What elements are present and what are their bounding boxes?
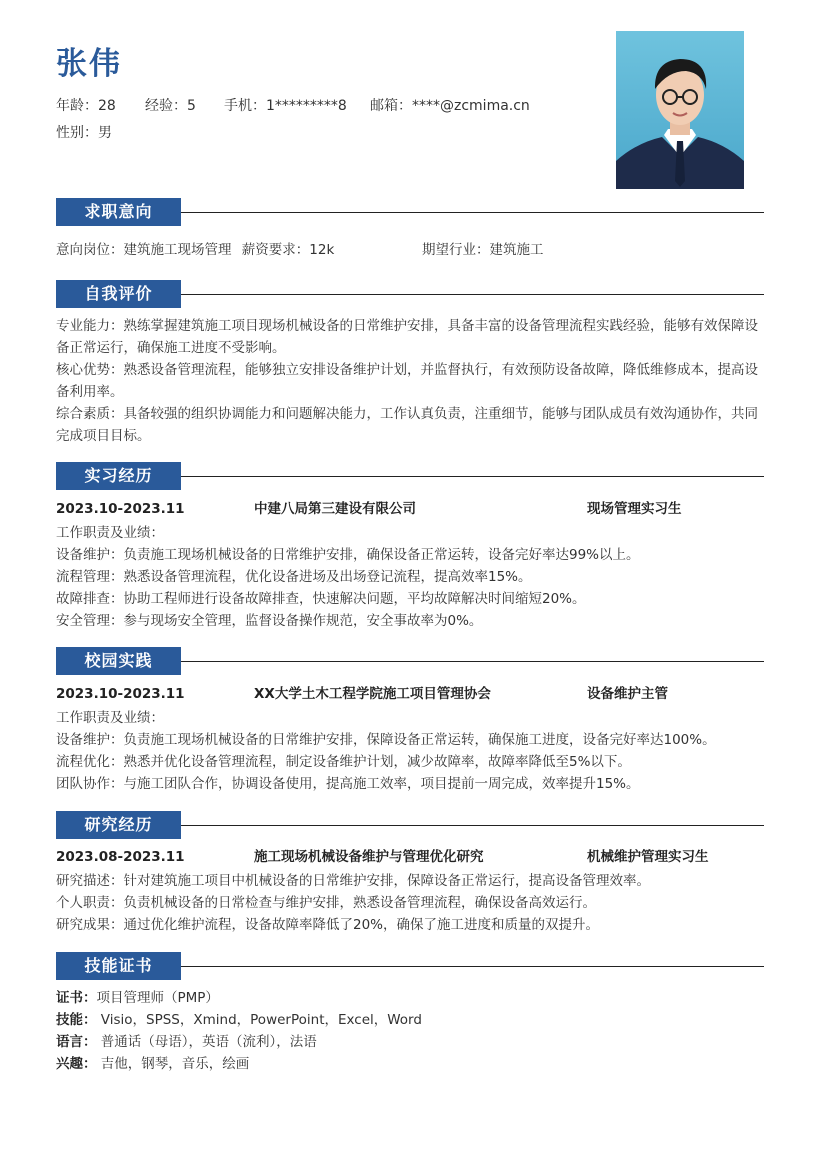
skill-row-language xyxy=(56,1031,766,1053)
section-internship-header xyxy=(56,462,764,490)
section-title: 技能证书 xyxy=(56,952,181,980)
intent-position: 意向岗位：建筑施工现场管理 xyxy=(56,242,232,258)
skill-value: Visio，SPSS，Xmind，PowerPoint，Excel，Word xyxy=(96,1012,422,1028)
internship-line: 工作职责及业绩： xyxy=(56,525,164,541)
section-divider xyxy=(181,212,764,213)
section-title: 自我评价 xyxy=(56,280,181,308)
internship-line: 故障排查：协助工程师进行设备故障排查，快速解决问题，平均故障解决时间缩短20%。 xyxy=(56,591,586,607)
skill-label: 语言： xyxy=(56,1034,97,1050)
section-title: 校园实践 xyxy=(56,647,181,675)
candidate-name: 张伟 xyxy=(56,46,122,82)
skill-label: 证书： xyxy=(56,990,97,1006)
entry-org: 施工现场机械设备维护与管理优化研究 xyxy=(254,849,484,865)
research-line: 个人职责：负责机械设备的日常检查与维护安排，熟悉设备管理流程，确保设备高效运行。 xyxy=(56,895,596,911)
portrait-icon xyxy=(616,31,744,189)
campus-entry-header xyxy=(56,683,766,705)
entry-date: 2023.10-2023.11 xyxy=(56,686,185,702)
campus-line: 设备维护：负责施工现场机械设备的日常维护安排，保障设备正常运转，确保施工进度，设备完好率达100%。 xyxy=(56,732,716,748)
skill-value: 普通话（母语），英语（流利），法语 xyxy=(96,1034,317,1050)
intent-row xyxy=(56,239,766,261)
section-divider xyxy=(181,825,764,826)
section-title: 求职意向 xyxy=(56,198,181,226)
entry-date: 2023.08-2023.11 xyxy=(56,849,185,865)
section-divider xyxy=(181,476,764,477)
campus-line: 工作职责及业绩： xyxy=(56,710,164,726)
section-skills-header xyxy=(56,952,764,980)
entry-role: 现场管理实习生 xyxy=(587,501,682,517)
entry-date: 2023.10-2023.11 xyxy=(56,501,185,517)
section-intent-header xyxy=(56,198,764,226)
campus-line: 团队协作：与施工团队合作，协调设备使用，提高施工效率，项目提前一周完成，效率提升15%。 xyxy=(56,776,640,792)
email-field: 邮箱：****@zcmima.cn xyxy=(370,98,530,114)
phone-field: 手机：1*********8 xyxy=(224,98,347,114)
skill-value: 吉他，钢琴，音乐，绘画 xyxy=(96,1056,250,1072)
campus-line: 流程优化：熟悉并优化设备管理流程，制定设备维护计划，减少故障率，故障率降低至5%以下。 xyxy=(56,754,631,770)
entry-role: 机械维护管理实习生 xyxy=(587,849,709,865)
section-research-header xyxy=(56,811,764,839)
section-divider xyxy=(181,661,764,662)
skill-label: 技能： xyxy=(56,1012,97,1028)
section-title: 实习经历 xyxy=(56,462,181,490)
internship-line: 安全管理：参与现场安全管理，监督设备操作规范，安全事故率为0%。 xyxy=(56,613,483,629)
gender-field: 性别：男 xyxy=(56,125,112,141)
section-divider xyxy=(181,966,764,967)
self-eval-para-3: 综合素质：具备较强的组织协调能力和问题解决能力，工作认真负责，注重细节，能够与团队成员有效沟通协作，共同完成项目目标。 xyxy=(56,406,758,444)
self-eval-para-2: 核心优势：熟悉设备管理流程，能够独立安排设备维护计划，并监督执行，有效预防设备故障，降低维修成本，提高设备利用率。 xyxy=(56,362,758,400)
section-title: 研究经历 xyxy=(56,811,181,839)
age-field: 年龄：28 xyxy=(56,98,116,114)
entry-org: 中建八局第三建设有限公司 xyxy=(254,501,416,517)
research-entry-header xyxy=(56,846,766,868)
section-selfeval-header xyxy=(56,280,764,308)
experience-field: 经验：5 xyxy=(145,98,196,114)
self-eval-para-1: 专业能力：熟练掌握建筑施工项目现场机械设备的日常维护安排，具备丰富的设备管理流程实践经验，能够有效保障设备正常运行，确保施工进度不受影响。 xyxy=(56,318,758,356)
entry-role: 设备维护主管 xyxy=(587,686,668,702)
internship-entry-header xyxy=(56,498,766,520)
entry-org: XX大学土木工程学院施工项目管理协会 xyxy=(254,686,491,702)
skill-row-interests xyxy=(56,1053,766,1075)
skill-row-skills xyxy=(56,1009,766,1031)
skill-value: 项目管理师（PMP） xyxy=(96,990,219,1006)
skill-row-certificate xyxy=(56,987,766,1009)
section-divider xyxy=(181,294,764,295)
research-line: 研究成果：通过优化维护流程，设备故障率降低了20%，确保了施工进度和质量的双提升。 xyxy=(56,917,600,933)
internship-line: 设备维护：负责施工现场机械设备的日常维护安排，确保设备正常运转，设备完好率达99%以上。 xyxy=(56,547,640,563)
research-line: 研究描述：针对建筑施工项目中机械设备的日常维护安排，保障设备正常运行，提高设备管理效率。 xyxy=(56,873,650,889)
internship-line: 流程管理：熟悉设备管理流程，优化设备进场及出场登记流程，提高效率15%。 xyxy=(56,569,532,585)
intent-salary: 薪资要求：12k xyxy=(241,242,335,258)
intent-industry: 期望行业：建筑施工 xyxy=(422,242,544,258)
profile-photo xyxy=(616,31,744,189)
section-campus-header xyxy=(56,647,764,675)
skill-label: 兴趣： xyxy=(56,1056,97,1072)
